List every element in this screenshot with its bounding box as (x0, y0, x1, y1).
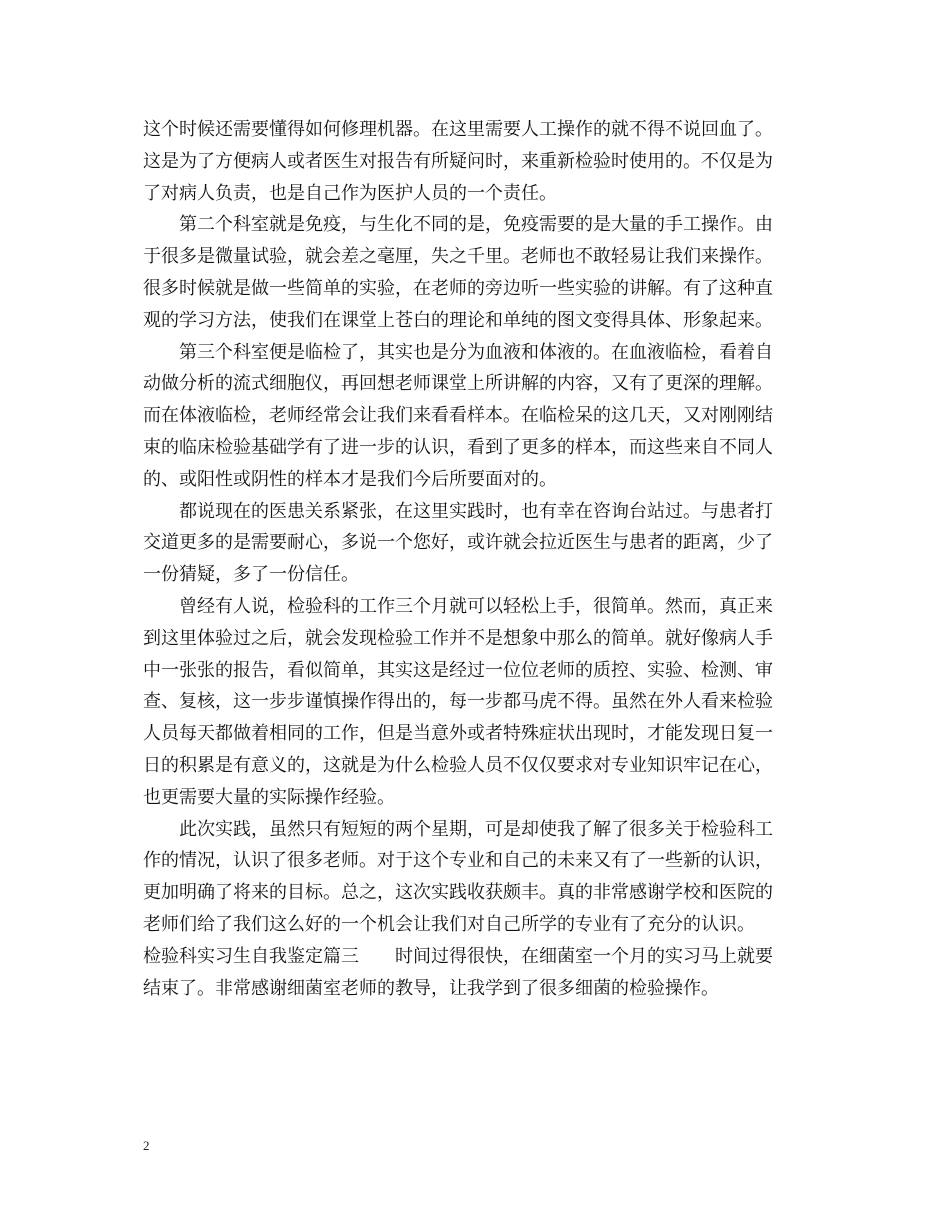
paragraph-1 (143, 114, 811, 209)
paragraph-6 (143, 814, 811, 941)
text-line: 第二个科室就是免疫，与生化不同的是，免疫需要的是大量的手工操作。由 (179, 214, 773, 236)
text-line: 中一张张的报告，看似简单，其实这是经过一位位老师的质控、实验、检测、审 (143, 659, 773, 681)
text-line: 这是为了方便病人或者医生对报告有所疑问时，来重新检验时使用的。不仅是为 (143, 150, 773, 172)
section-heading-paragraph (143, 941, 811, 1005)
section-heading-tail: 时间过得很快，在细菌室一个月的实习马上就要 (395, 945, 773, 967)
text-line: 到这里体验过之后，就会发现检验工作并不是想象中那么的简单。就好像病人手 (143, 627, 773, 649)
paragraph-2 (143, 209, 811, 336)
text-line: 查、复核，这一步步谨慎操作得出的，每一步都马虎不得。虽然在外人看来检验 (143, 691, 773, 713)
text-line: 这个时候还需要懂得如何修理机器。在这里需要人工操作的就不得不说回血了。 (143, 119, 773, 140)
paragraph-3 (143, 337, 811, 496)
text-line: 一份猜疑，多了一份信任。 (143, 564, 359, 586)
text-line: 的、或阳性或阴性的样本才是我们今后所要面对的。 (143, 468, 557, 490)
section-heading-line (143, 941, 811, 973)
page-number: 2 (143, 1138, 150, 1153)
text-line: 了对病人负责，也是自己作为医护人员的一个责任。 (143, 182, 557, 204)
paragraph-5 (143, 591, 811, 814)
text-line: 此次实践，虽然只有短短的两个星期，可是却使我了解了很多关于检验科工 (179, 818, 773, 840)
text-line: 交道更多的是需要耐心，多说一个您好，或许就会拉近医生与患者的距离，少了 (143, 532, 773, 554)
text-line: 日的积累是有意义的，这就是为什么检验人员不仅仅要求对专业知识牢记在心， (143, 754, 773, 776)
text-line: 人员每天都做着相同的工作，但是当意外或者特殊症状出现时，才能发现日复一 (143, 723, 773, 745)
text-line: 于很多是微量试验，就会差之毫厘，失之千里。老师也不敢轻易让我们来操作。 (143, 246, 773, 268)
text-line: 束的临床检验基础学有了进一步的认识，看到了更多的样本，而这些来自不同人 (143, 436, 773, 458)
text-line: 很多时候就是做一些简单的实验，在老师的旁边听一些实验的讲解。有了这种直 (143, 277, 773, 299)
text-line: 更加明确了将来的目标。总之，这次实践收获颇丰。真的非常感谢学校和医院的 (143, 882, 773, 904)
page-body (143, 114, 811, 1004)
text-line: 都说现在的医患关系紧张，在这里实践时，也有幸在咨询台站过。与患者打 (179, 500, 773, 522)
text-line: 结束了。非常感谢细菌室老师的教导，让我学到了很多细菌的检验操作。 (143, 977, 719, 999)
text-line: 动做分析的流式细胞仪，再回想老师课堂上所讲解的内容，又有了更深的理解。 (143, 373, 773, 395)
text-line: 观的学习方法，使我们在课堂上苍白的理论和单纯的图文变得具体、形象起来。 (143, 309, 773, 331)
text-line: 而在体液临检，老师经常会让我们来看看样本。在临检呆的这几天，又对刚刚结 (143, 405, 773, 427)
text-line: 也更需要大量的实际操作经验。 (143, 786, 395, 808)
text-line: 作的情况，认识了很多老师。对于这个专业和自己的未来又有了一些新的认识， (143, 850, 773, 872)
section-heading: 检验科实习生自我鉴定篇三 (143, 945, 359, 967)
text-line: 老师们给了我们这么好的一个机会让我们对自己所学的专业有了充分的认识。 (143, 913, 755, 935)
paragraph-4 (143, 496, 811, 591)
text-line: 曾经有人说，检验科的工作三个月就可以轻松上手，很简单。然而，真正来 (179, 595, 773, 617)
text-line: 第三个科室便是临检了，其实也是分为血液和体液的。在血液临检，看着自 (179, 341, 773, 363)
